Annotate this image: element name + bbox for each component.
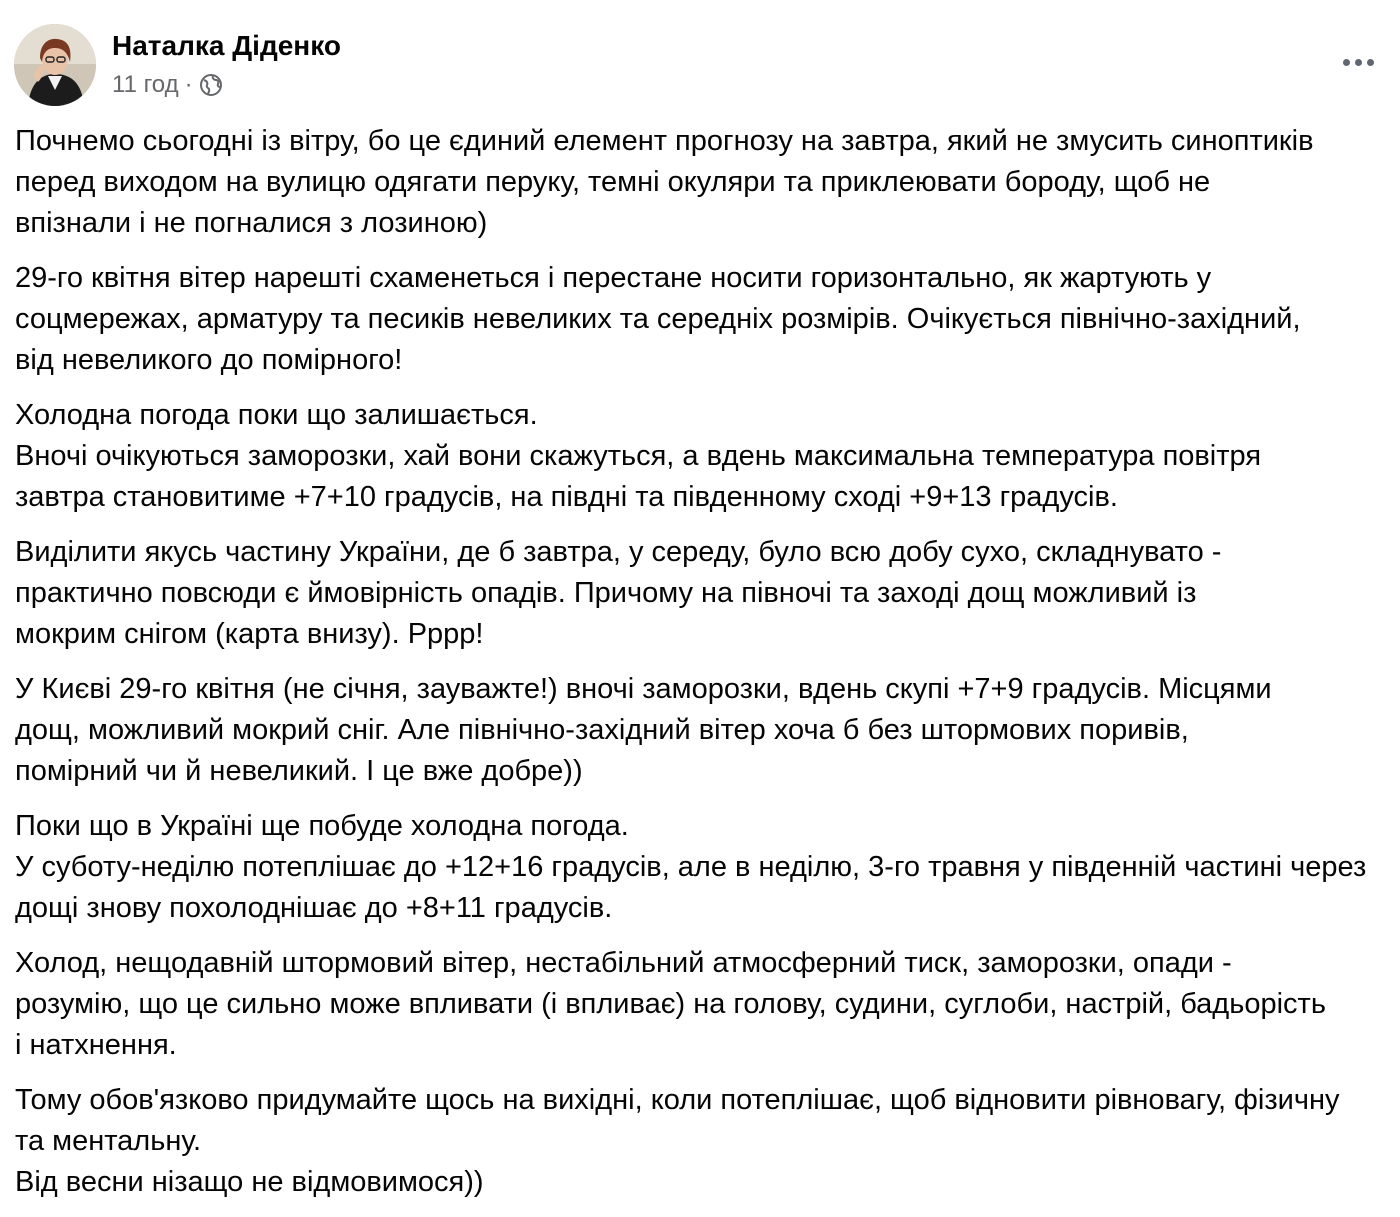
more-horizontal-icon: [1343, 59, 1374, 66]
text-line: помірний чи й невеликий. І це вже добре)): [15, 755, 583, 787]
post-header: [14, 24, 1386, 108]
post-text: [15, 121, 1390, 1217]
text-line: дощ, можливий мокрий сніг. Але північно-західний вітер хоча б без штормових поривів,: [15, 714, 1189, 746]
text-line: розумію, що це сильно може впливати (і впливає) на голову, судини, суглоби, настрій, бадьорість: [15, 988, 1326, 1020]
post-meta: [112, 70, 223, 100]
text-line: Від весни нізащо не відмовимося)): [15, 1166, 484, 1198]
text-line: впізнали і не погналися з лозиною): [15, 207, 488, 239]
text-line: Вночі очікуються заморозки, хай вони скажуться, а вдень максимальна температура повітря: [15, 440, 1262, 472]
more-options-button[interactable]: [1332, 42, 1384, 82]
text-line: Тому обов'язково придумайте щось на вихідні, коли потеплішає, щоб відновити рівновагу, фізичну: [15, 1084, 1340, 1116]
text-line: Холодна погода поки що залишається.: [15, 399, 538, 431]
meta-separator: ·: [184, 71, 193, 98]
avatar-image: [14, 24, 96, 106]
text-line: перед виходом на вулицю одягати перуку, темні окуляри та приклеювати бороду, щоб не: [15, 166, 1211, 198]
text-line: Поки що в Україні ще побуде холодна погода.: [15, 810, 629, 842]
text-line: мокрим снігом (карта внизу). Рррр!: [15, 618, 484, 650]
text-line: соцмережах, арматуру та песиків невеликих та середніх розмірів. Очікується північно-західний,: [15, 303, 1301, 335]
text-line: практично повсюди є ймовірність опадів. Причому на півночі та заході дощ можливий із: [15, 577, 1197, 609]
text-line: дощі знову похолоднішає до +8+11 градусів.: [15, 892, 613, 924]
text-line: Холод, нещодавній штормовий вітер, нестабільний атмосферний тиск, заморозки, опади -: [15, 947, 1232, 979]
globe-icon[interactable]: [199, 73, 223, 97]
post-time[interactable]: 11 год: [112, 71, 179, 98]
text-line: Виділити якусь частину України, де б завтра, у середу, було всю добу сухо, складнувато -: [15, 536, 1222, 568]
text-line: 29-го квітня вітер нарешті схаменеться і перестане носити горизонтально, як жартують у: [15, 262, 1212, 294]
text-line: У Києві 29-го квітня (не січня, зауважте!) вночі заморозки, вдень скупі +7+9 градусів. Місцями: [15, 673, 1272, 705]
paragraph: [15, 943, 1390, 1066]
author-name[interactable]: Наталка Діденко: [112, 30, 341, 61]
paragraph: [15, 258, 1390, 381]
text-line: від невеликого до помірного!: [15, 344, 403, 376]
text-line: Почнемо сьогодні із вітру, бо це єдиний елемент прогнозу на завтра, який не змусить синоптиків: [15, 125, 1314, 157]
text-line: завтра становитиме +7+10 градусів, на півдні та південному сході +9+13 градусів.: [15, 481, 1118, 513]
avatar[interactable]: [14, 24, 96, 106]
paragraph: [15, 1080, 1390, 1203]
paragraph: [15, 806, 1390, 929]
paragraph: [15, 395, 1390, 518]
paragraph: [15, 669, 1390, 792]
text-line: У суботу-неділю потеплішає до +12+16 градусів, але в неділю, 3-го травня у південній частині через: [15, 851, 1367, 883]
text-line: і натхнення.: [15, 1029, 177, 1061]
paragraph: [15, 532, 1390, 655]
text-line: та ментальну.: [15, 1125, 202, 1157]
paragraph: [15, 121, 1390, 244]
